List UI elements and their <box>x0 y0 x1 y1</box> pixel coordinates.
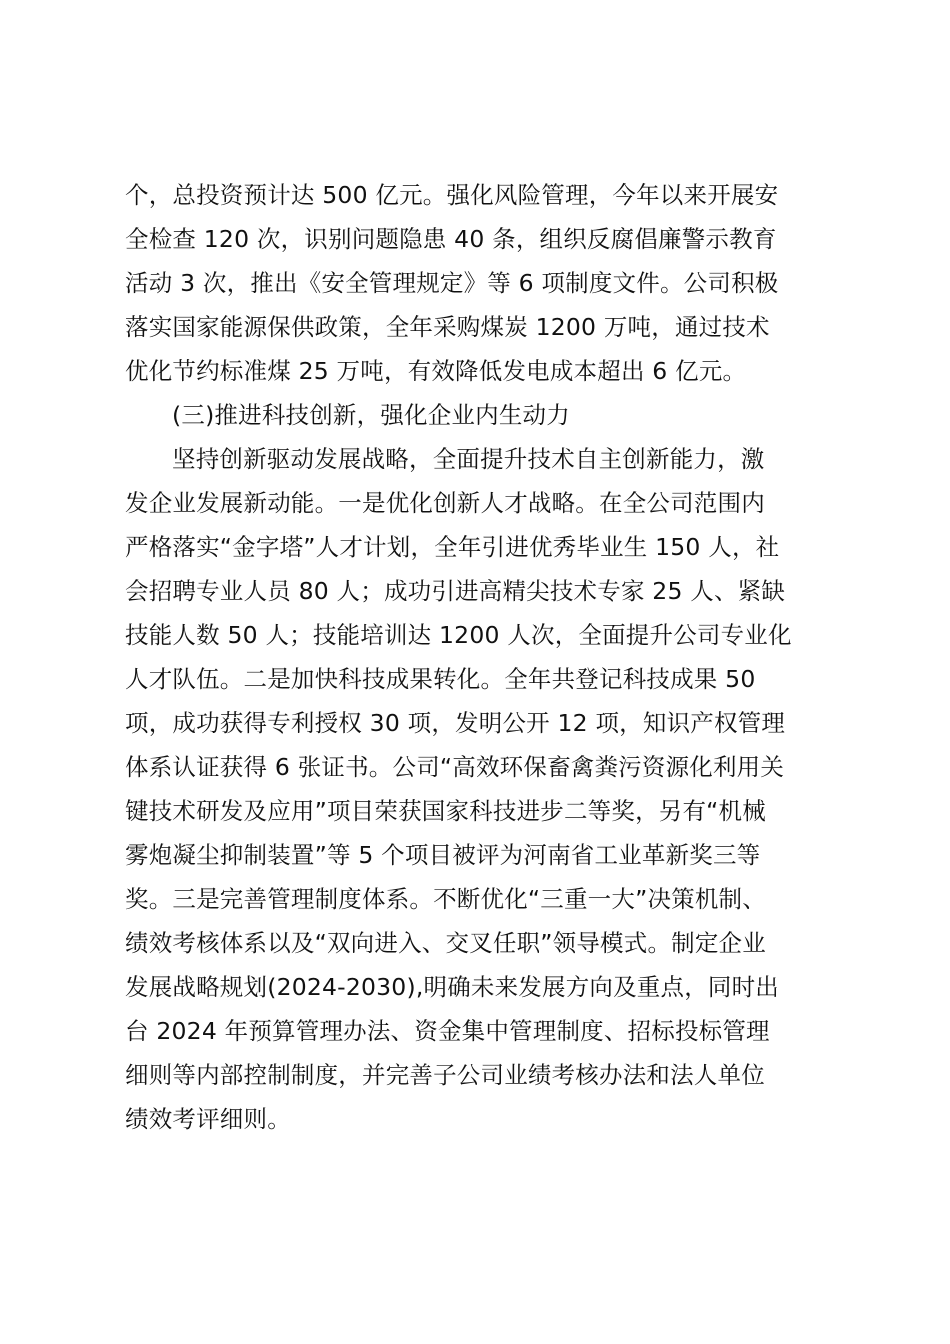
paragraph-line: 台 2024 年预算管理办法、资金集中管理制度、招标投标管理 <box>125 1017 770 1045</box>
paragraph-line: 落实国家能源保供政策，全年采购煤炭 1200 万吨，通过技术 <box>125 313 770 341</box>
paragraph-line: 绩效考核体系以及“双向进入、交叉任职”领导模式。制定企业 <box>125 929 766 957</box>
paragraph-line: 坚持创新驱动发展战略，全面提升技术自主创新能力，激 <box>172 445 765 473</box>
paragraph-line: 优化节约标准煤 25 万吨，有效降低发电成本超出 6 亿元。 <box>125 357 747 385</box>
paragraph-line: 发展战略规划(2024-2030),明确未来发展方向及重点，同时出 <box>125 973 779 1001</box>
paragraph-line: 个，总投资预计达 500 亿元。强化风险管理，今年以来开展安 <box>125 181 779 209</box>
paragraph-line: 奖。三是完善管理制度体系。不断优化“三重一大”决策机制、 <box>125 885 766 913</box>
paragraph-line: 绩效考评细则。 <box>125 1105 291 1133</box>
paragraph-line: 会招聘专业人员 80 人；成功引进高精尖技术专家 25 人、紧缺 <box>125 577 786 605</box>
paragraph-line: 雾炮凝尘抑制装置”等 5 个项目被评为河南省工业革新奖三等 <box>125 841 761 869</box>
paragraph-line: 严格落实“金字塔”人才计划，全年引进优秀毕业生 150 人，社 <box>125 533 780 561</box>
section-heading: (三)推进科技创新，强化企业内生动力 <box>172 401 570 429</box>
paragraph-line: 发企业发展新动能。一是优化创新人才战略。在全公司范围内 <box>125 489 765 517</box>
document-body <box>125 173 835 1141</box>
paragraph-line: 细则等内部控制制度，并完善子公司业绩考核办法和法人单位 <box>125 1061 765 1089</box>
paragraph-line: 项，成功获得专利授权 30 项，发明公开 12 项，知识产权管理 <box>125 709 786 737</box>
paragraph-line: 键技术研发及应用”项目荣获国家科技进步二等奖，另有“机械 <box>125 797 766 825</box>
paragraph-line: 全检查 120 次，识别问题隐患 40 条，组织反腐倡廉警示教育 <box>125 225 777 253</box>
paragraph-line: 活动 3 次，推出《安全管理规定》等 6 项制度文件。公司积极 <box>125 269 779 297</box>
paragraph-line: 体系认证获得 6 张证书。公司“高效环保畜禽粪污资源化利用关 <box>125 753 785 781</box>
paragraph-line: 人才队伍。二是加快科技成果转化。全年共登记科技成果 50 <box>125 665 756 693</box>
paragraph-line: 技能人数 50 人；技能培训达 1200 人次，全面提升公司专业化 <box>125 621 792 649</box>
